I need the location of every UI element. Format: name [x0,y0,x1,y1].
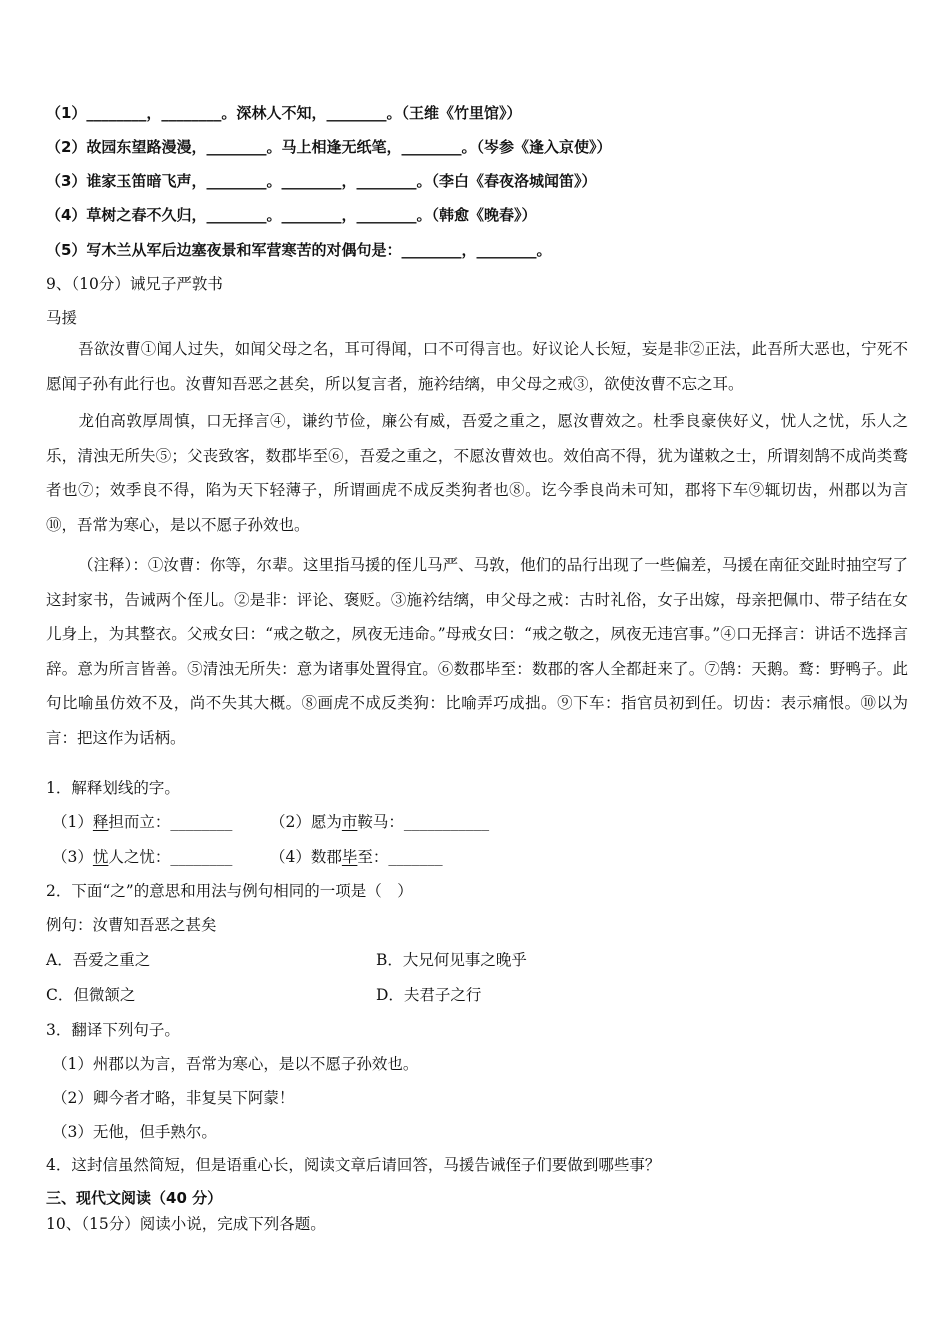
passage-paragraph-1: 吾欲汝曹①闻人过失，如闻父母之名，耳可得闻，口不可得言也。好议论人长短，妄是非②正法，此吾所大恶也，宁死不愿闻子孙有此行也。汝曹知吾恶之甚矣，所以复言者，施衿结缡，申父母之戒③，欲使汝曹不忘之耳。 [46,340,908,393]
q3-item-2: （2）卿今者才略，非复吴下阿蒙！ [52,1089,295,1107]
q2-option-d: D．夫君子之行 [376,986,482,1004]
q4: 4．这封信虽然简短，但是语重心长，阅读文章后请回答，马援告诫侄子们要做到哪些事？ [46,1156,661,1174]
poem-item-1: （1）________，________。深林人不知，________。（王维《竹里馆》） [46,104,522,122]
q1-title: 1．解释划线的字。 [46,779,180,797]
annotation-notes: （注释）：①汝曹：你等，尔辈。这里指马援的侄儿马严、马敦，他们的品行出现了一些偏差，马援在南征交趾时抽空写了这封家书，告诫两个侄儿。②是非：评论、褒贬。③施衿结缡，申父母之戒：古时礼俗，女子出嫁，母亲把佩巾、带子结在女儿身上，为其整衣。父戒女曰：“戒之敬之，夙夜无违命。”母戒女曰：“戒之敬之，夙夜无违宫事。”④口无择言：讲话不选择言辞。意为所言皆善。⑤清浊无所失：意为诸事处置得宜。⑥数郡毕至：数郡的客人全都赶来了。⑦鹄：天鹅。鹜：野鸭子。此句比喻虽仿效不及，尚不失其大概。⑧画虎不成反类狗：比喻弄巧成拙。⑨下车：指官员初到任。切齿：表示痛恨。⑩以为言：把这作为话柄。 [46,556,908,747]
question-9-header: 9、（10分）诫兄子严敦书 [46,275,223,293]
section-3-title: 三、现代文阅读（40 分） [46,1189,223,1207]
q1-item-2: （2）愿为市鞍马：___________ [270,813,490,831]
q2-option-b: B．大兄何见事之晚乎 [376,951,527,969]
passage-paragraph-2: 龙伯高敦厚周慎，口无择言④，谦约节俭，廉公有威，吾爱之重之，愿汝曹效之。杜季良豪侠好义，忧人之忧，乐人之乐，清浊无所失⑤；父丧致客，数郡毕至⑥，吾爱之重之，不愿汝曹效也。效伯高不得，犹为谨敕之士，所谓刻鹄不成尚类鹜者也⑦；效季良不得，陷为天下轻薄子，所谓画虎不成反类狗者也⑧。讫今季良尚未可知，郡将下车⑨辄切齿，州郡以为言⑩，吾常为寒心，是以不愿子孙效也。 [46,412,908,534]
q2-option-a: A．吾爱之重之 [46,951,151,969]
q1-item-4: （4）数郡毕至：_______ [270,848,443,866]
q2-title: 2．下面“之”的意思和用法与例句相同的一项是（ ） [46,882,413,900]
q3-title: 3．翻译下列句子。 [46,1021,180,1039]
poem-item-5: （5）写木兰从军后边塞夜景和军营寒苦的对偶句是：________，________。 [46,241,552,259]
author: 马援 [46,309,78,327]
q3-item-3: （3）无他，但手熟尔。 [52,1123,217,1141]
question-10-header: 10、（15分）阅读小说，完成下列各题。 [46,1215,326,1233]
q1-item-1: （1）释担而立：________ [52,813,233,831]
q3-item-1: （1）州郡以为言，吾常为寒心，是以不愿子孙效也。 [52,1055,419,1073]
q1-item-3: （3）忧人之忧：________ [52,848,233,866]
poem-item-4: （4）草树之春不久归，________。________，________。（韩愈《晚春》） [46,206,537,224]
q2-option-c: C．但微颔之 [46,986,136,1004]
poem-item-2: （2）故园东望路漫漫，________。马上相逢无纸笔，________。（岑参《逢入京使》） [46,138,612,156]
poem-item-3: （3）谁家玉笛暗飞声，________。________，________。（李白《春夜洛城闻笛》） [46,172,597,190]
q2-example: 例句：汝曹知吾恶之甚矣 [46,916,217,934]
